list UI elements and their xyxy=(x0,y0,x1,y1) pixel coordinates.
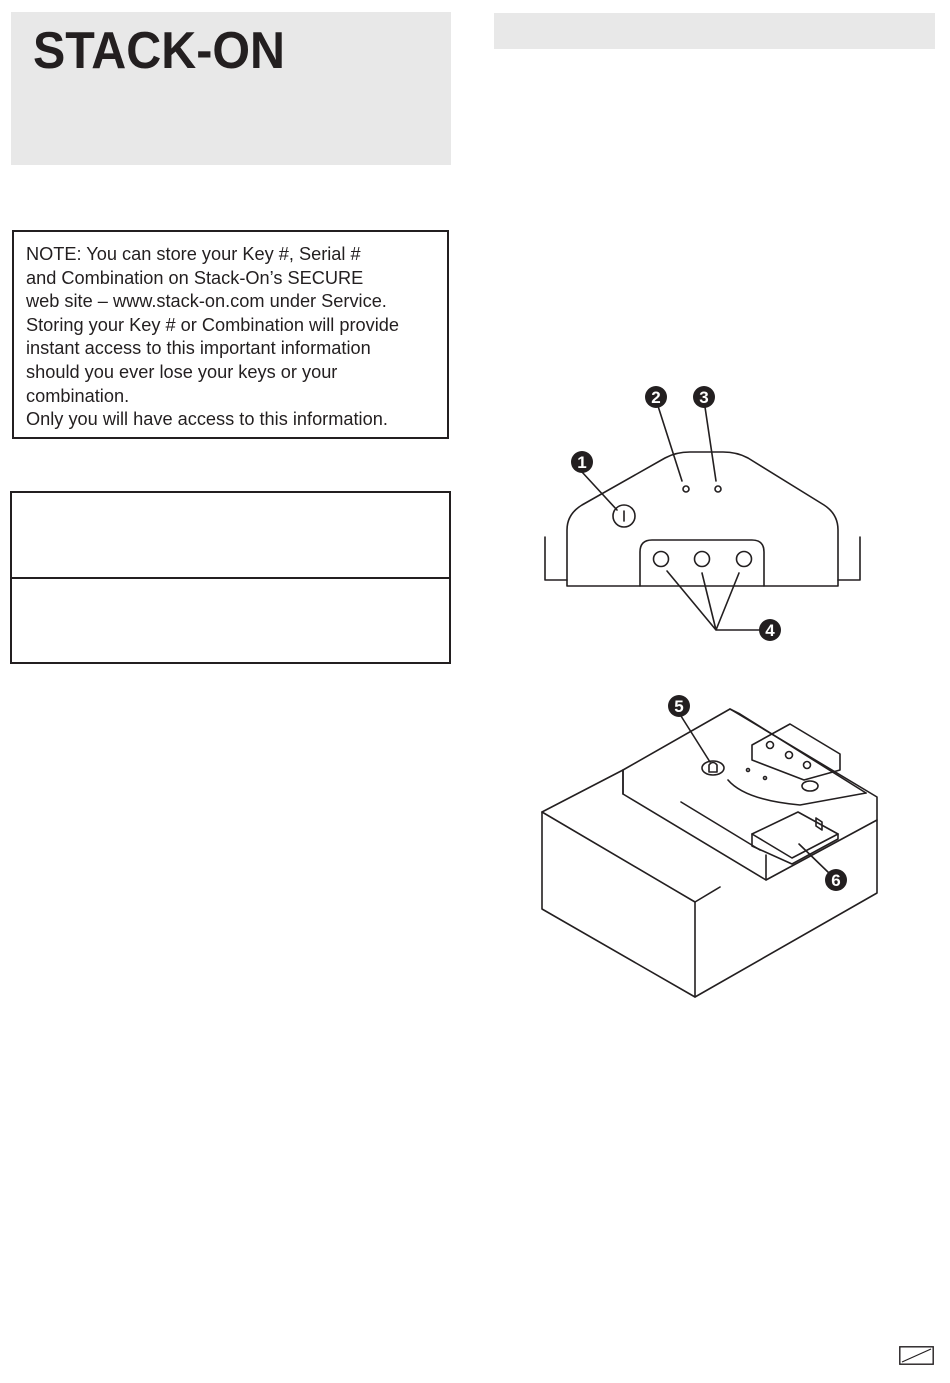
logo-wordmark: STACK-ON xyxy=(33,24,285,72)
note-line: combination. xyxy=(26,385,130,406)
note-line: Only you will have access to this information. xyxy=(26,409,388,430)
safe-front-panel-drawing xyxy=(545,406,860,630)
callout-labels xyxy=(571,386,847,891)
page-number-box xyxy=(899,1346,934,1365)
callout-3: 3 xyxy=(699,388,709,407)
keypad-button-icon xyxy=(654,552,669,567)
keypad-button-icon xyxy=(737,552,752,567)
indicator-light-icon xyxy=(715,486,721,492)
note-line: instant access to this important information xyxy=(26,338,371,359)
callout-4: 4 xyxy=(765,621,775,640)
note-line: and Combination on Stack-On’s SECURE xyxy=(26,267,364,288)
callout-2: 2 xyxy=(651,388,661,407)
keypad-button-icon xyxy=(695,552,710,567)
callout-1: 1 xyxy=(577,453,587,472)
note-line: should you ever lose your keys or your xyxy=(26,361,338,382)
indicator-light-icon xyxy=(683,486,689,492)
callout-5: 5 xyxy=(674,697,684,716)
note-line: web site – www.stack-on.com under Service. xyxy=(26,291,387,312)
safe-mounted-drawing xyxy=(542,709,877,997)
note-line: NOTE: You can store your Key #, Serial # xyxy=(26,244,361,264)
note-line: Storing your Key # or Combination will provide xyxy=(26,314,400,335)
callout-6: 6 xyxy=(831,871,841,890)
